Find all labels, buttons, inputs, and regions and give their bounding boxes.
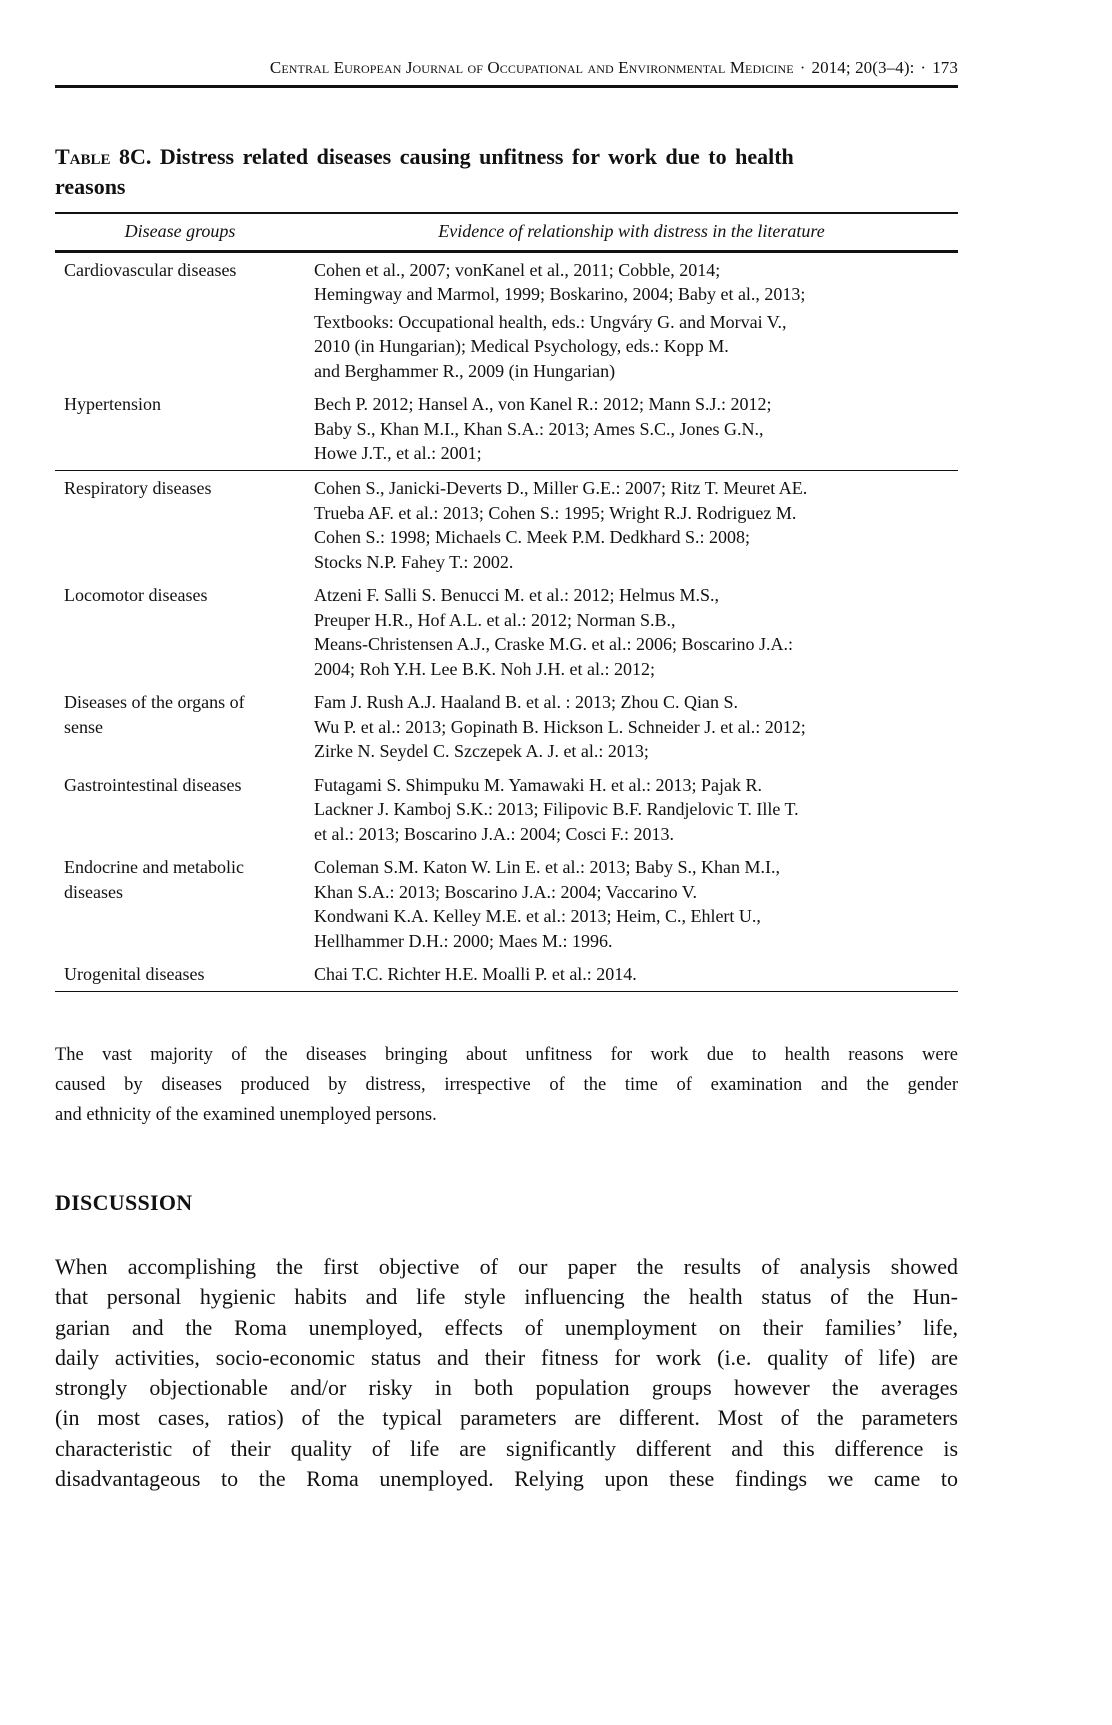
text-line: characteristic of their quality of life are significantly different and this difference is — [55, 1435, 958, 1461]
evidence-text: Khan S.A.: 2013; Boscarino J.A.: 2004; Vaccarino V. — [314, 881, 697, 902]
evidence-text: Baby S., Khan M.I., Khan S.A.: 2013; Ames S.C., Jones G.N., — [314, 418, 764, 439]
table-row — [55, 850, 958, 957]
evidence-cell — [305, 583, 958, 681]
evidence-text: 2010 (in Hungarian); Medical Psychology, eds.: Kopp M. — [314, 336, 729, 356]
evidence-cell — [305, 773, 958, 847]
discussion-paragraph — [55, 1252, 958, 1494]
disease-group-cell — [55, 962, 305, 987]
evidence-text: Chai T.C. Richter H.E. Moalli P. et al.: 2014. — [314, 964, 637, 984]
page-number: 173 — [932, 58, 958, 77]
column-header-disease-groups: Disease groups — [124, 221, 236, 242]
evidence-text: Cohen et al., 2007; vonKanel et al., 2011; Cobble, 2014; — [314, 259, 721, 280]
table-row — [55, 471, 958, 578]
disease-group-text: diseases — [64, 881, 123, 902]
text-line: garian and the Roma unemployed, effects of unemployment on their families’ life, — [55, 1314, 958, 1340]
disease-group-text: Hypertension — [64, 394, 161, 414]
evidence-cell — [305, 258, 958, 384]
evidence-text: and Berghammer R., 2009 (in Hungarian) — [314, 360, 616, 381]
disease-group-cell — [55, 392, 305, 466]
table-row — [55, 685, 958, 768]
disease-group-text: Cardiovascular diseases — [64, 259, 237, 280]
running-head — [55, 58, 958, 78]
table-title-cont: reasons — [55, 174, 126, 199]
text-line: strongly objectionable and/or risky in both population groups however the averages — [55, 1375, 958, 1401]
evidence-cell — [305, 962, 958, 987]
results-paragraph — [55, 1040, 958, 1130]
table-header — [55, 214, 958, 250]
table-body — [55, 253, 958, 991]
table-row — [55, 957, 958, 991]
evidence-text: Trueba AF. et al.: 2013; Cohen S.: 1995; Wright R.J. Rodriguez M. — [314, 502, 797, 523]
evidence-text: Stocks N.P. Fahey T.: 2002. — [314, 551, 514, 572]
evidence-text: Zirke N. Seydel C. Szczepek A. J. et al.: 2013; — [314, 741, 649, 761]
evidence-text: Lackner J. Kamboj S.K.: 2013; Filipovic B.F. Randjelovic T. Ille T. — [314, 799, 799, 819]
table-label: Table 8C. — [55, 144, 152, 169]
evidence-text: Preuper H.R., Hof A.L. et al.: 2012; Norman S.B., — [314, 609, 676, 630]
text-line: caused by diseases produced by distress, irrespective of the time of examination and the gender — [55, 1075, 958, 1095]
table-caption — [55, 142, 958, 202]
text-line: daily activities, socio-economic status and their fitness for work (i.e. quality of life) are — [55, 1344, 958, 1370]
evidence-text: Cohen S., Janicki-Deverts D., Miller G.E.: 2007; Ritz T. Meuret AE. — [314, 478, 808, 498]
issue-info: 2014; 20(3–4): — [811, 58, 915, 77]
evidence-text: Bech P. 2012; Hansel A., von Kanel R.: 2012; Mann S.J.: 2012; — [314, 394, 772, 414]
disease-group-text: Gastrointestinal diseases — [64, 774, 242, 795]
text-line: (in most cases, ratios) of the typical parameters are different. Most of the parameters — [55, 1405, 958, 1431]
table-bottom-rule — [55, 991, 958, 993]
evidence-cell — [305, 855, 958, 953]
disease-group-cell — [55, 773, 305, 847]
header-rule — [55, 85, 958, 88]
evidence-cell — [305, 476, 958, 574]
table-row — [55, 768, 958, 851]
disease-group-text: sense — [64, 716, 103, 737]
disease-group-cell — [55, 855, 305, 953]
evidence-text: et al.: 2013; Boscarino J.A.: 2004; Cosci F.: 2013. — [314, 823, 675, 844]
disease-group-text: Urogenital diseases — [64, 964, 205, 984]
evidence-text: Means-Christensen A.J., Craske M.G. et al.: 2006; Boscarino J.A.: — [314, 634, 793, 654]
evidence-cell — [305, 690, 958, 764]
disease-group-cell — [55, 583, 305, 681]
table-title: Distress related diseases causing unfitness for work due to health — [159, 144, 794, 169]
evidence-text: Hemingway and Marmol, 1999; Boskarino, 2004; Baby et al., 2013; — [314, 284, 806, 304]
section-heading-discussion: DISCUSSION — [55, 1190, 193, 1215]
column-header-evidence: Evidence of relationship with distress in the literature — [438, 221, 825, 242]
evidence-text: 2004; Roh Y.H. Lee B.K. Noh J.H. et al.: 2012; — [314, 658, 655, 679]
evidence-text: Wu P. et al.: 2013; Gopinath B. Hickson L. Schneider J. et al.: 2012; — [314, 716, 806, 737]
table-row — [55, 387, 958, 470]
disease-group-cell — [55, 258, 305, 384]
text-line: that personal hygienic habits and life style influencing the health status of the Hun- — [55, 1284, 958, 1310]
disease-group-cell — [55, 476, 305, 574]
text-line: The vast majority of the diseases bringing about unfitness for work due to health reasons were — [55, 1045, 958, 1065]
evidence-text: Futagami S. Shimpuku M. Yamawaki H. et al.: 2013; Pajak R. — [314, 774, 762, 795]
evidence-text: Hellhammer D.H.: 2000; Maes M.: 1996. — [314, 930, 613, 951]
disease-group-text: Respiratory diseases — [64, 478, 212, 498]
table-row — [55, 253, 958, 388]
evidence-text: Kondwani K.A. Kelley M.E. et al.: 2013; Heim, C., Ehlert U., — [314, 906, 761, 926]
evidence-text: Cohen S.: 1998; Michaels C. Meek P.M. Dedkhard S.: 2008; — [314, 527, 750, 547]
table-row — [55, 578, 958, 685]
disease-group-cell — [55, 690, 305, 764]
evidence-text: Fam J. Rush A.J. Haaland B. et al. : 2013; Zhou C. Qian S. — [314, 692, 738, 712]
evidence-text: Textbooks: Occupational health, eds.: Ungváry G. and Morvai V., — [314, 311, 787, 332]
text-line: disadvantageous to the Roma unemployed. Relying upon these findings we came to — [55, 1466, 958, 1492]
evidence-table — [55, 212, 958, 992]
evidence-text: Coleman S.M. Katon W. Lin E. et al.: 2013; Baby S., Khan M.I., — [314, 857, 780, 877]
disease-group-text: Locomotor diseases — [64, 585, 208, 605]
disease-group-text: Diseases of the organs of — [64, 692, 245, 712]
evidence-cell — [305, 392, 958, 466]
separator: · — [799, 58, 806, 77]
journal-title: Central European Journal of Occupational and Environmental Medicine — [269, 58, 794, 77]
evidence-text: Howe J.T., et al.: 2001; — [314, 443, 482, 463]
evidence-text: Atzeni F. Salli S. Benucci M. et al.: 2012; Helmus M.S., — [314, 585, 720, 605]
separator: · — [920, 58, 927, 77]
text-line: and ethnicity of the examined unemployed persons. — [55, 1105, 437, 1125]
text-line: When accomplishing the first objective of our paper the results of analysis showed — [55, 1254, 958, 1279]
disease-group-text: Endocrine and metabolic — [64, 857, 244, 877]
